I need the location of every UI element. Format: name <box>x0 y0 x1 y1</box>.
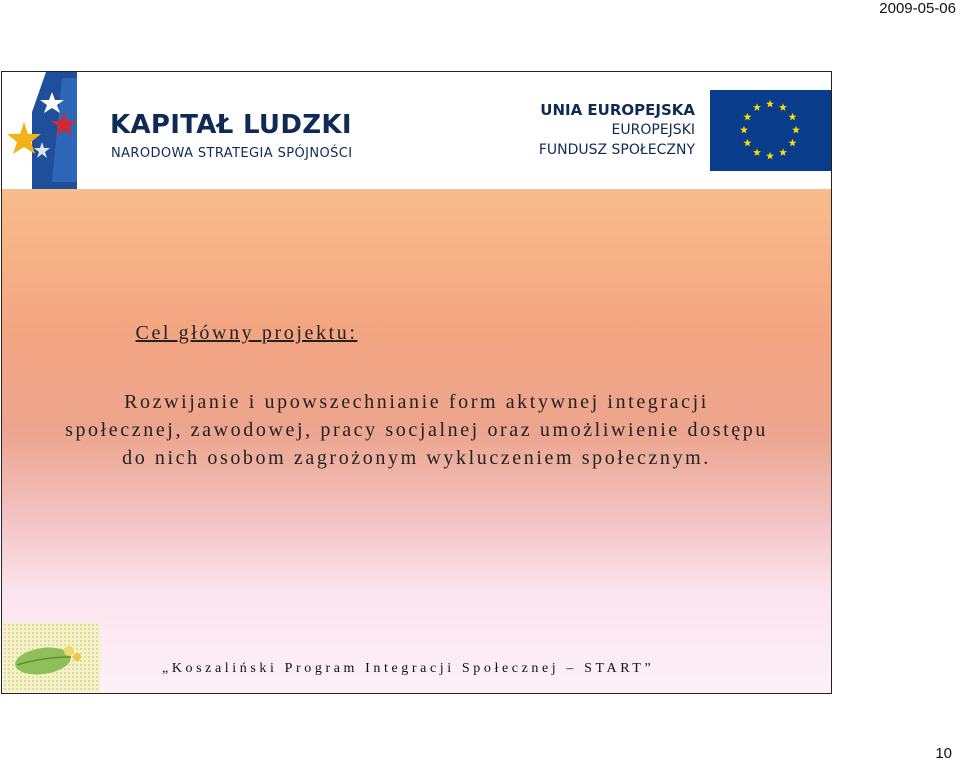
leaf-logo-icon <box>3 623 100 692</box>
eu-logo-line1: UNIA EUROPEJSKA <box>540 101 695 119</box>
program-logo-subtitle: NARODOWA STRATEGIA SPÓJNOŚCI <box>111 146 353 161</box>
eu-logo-line3: FUNDUSZ SPOŁECZNY <box>538 142 695 158</box>
page-number: 10 <box>935 745 952 762</box>
program-logo-title: KAPITAŁ LUDZKI <box>110 110 352 140</box>
eu-logo-text <box>539 100 695 160</box>
goal-title: Cel główny projektu: <box>135 322 358 344</box>
footer-program-name: „Koszaliński Program Integracji Społecznej – START” <box>162 661 655 676</box>
date-stamp: 2009-05-06 <box>879 0 956 17</box>
slide-header <box>2 72 831 189</box>
slide <box>1 71 832 694</box>
kapital-ludzki-stars-logo <box>2 72 82 189</box>
goal-text: Rozwijanie i upowszechnianie form aktywnej integracji społecznej, zawodowej, pracy socjalnej oraz umożliwienie dostępu do nich osobom zagrożonym wykluczeniem społecznym. <box>65 391 768 469</box>
eu-flag-icon <box>710 90 831 171</box>
eu-logo-line2: EUROPEJSKI <box>611 122 695 138</box>
